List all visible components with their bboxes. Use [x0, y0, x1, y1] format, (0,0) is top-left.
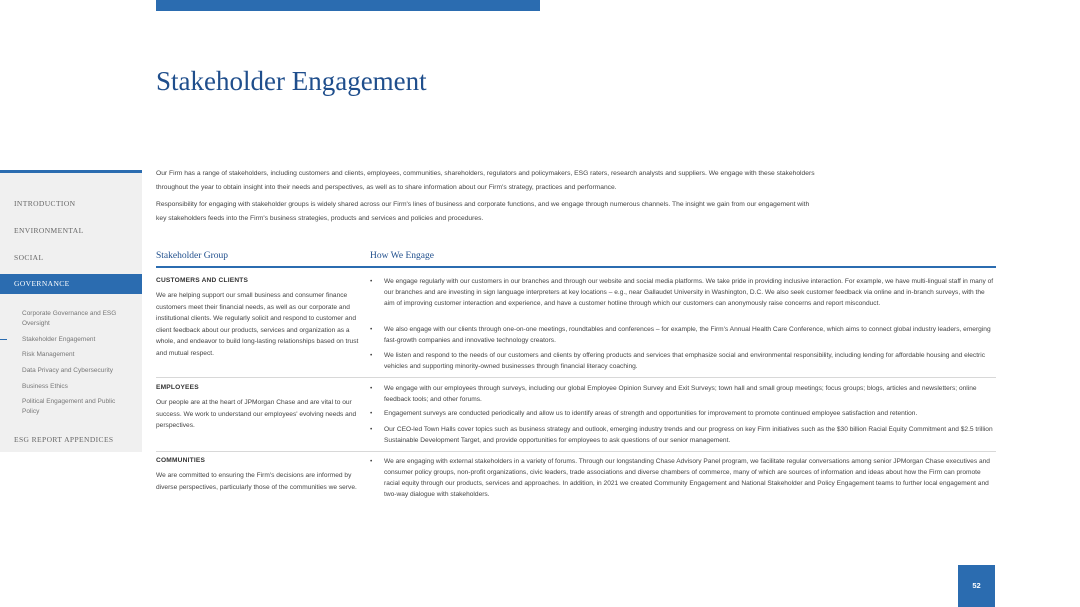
- current-page-marker: [0, 339, 7, 340]
- bullet-icon: •: [370, 410, 373, 417]
- group-desc-customers: We are helping support our small business and consumer finance customers meet their financial needs, as well as our corporate and institutional clients. We regularly solicit and respond to customer and client feedback about our products, services and organization as a whole, and endeavor to build long-lasting relationships based on trust and mutual respect.: [156, 292, 359, 357]
- subnav-corporate-governance[interactable]: Corporate Governance and ESG Oversight: [22, 310, 117, 327]
- bullet-icon: •: [370, 458, 373, 465]
- bullet-item: • We also engage with our clients through one-on-one meetings, roundtables and conferences – for example, the Firm's Annual Health Care Conference, which aims to connect global industry leaders, emerging fast-growth companies and innovative technology creators.: [370, 326, 991, 344]
- bullet-item: • Engagement surveys are conducted periodically and allow us to identify areas of strength and opportunities for improvement to promote continued employee satisfaction and retention.: [370, 410, 918, 417]
- bullet-item: • We engage with our employees through surveys, including our global Employee Opinion Survey and Exit Surveys; town hall and small group meetings; focus groups; blogs, articles and newsletters; online feedback tools; and other forums.: [370, 385, 977, 403]
- bullet-item: • We are engaging with external stakeholders in a variety of forums. Through our longstanding Chase Advisory Panel program, we facilitate regular conversations among senior JPMorgan Chase executives and consumer policy groups, non-profit organizations, civic leaders, trade associations and diverse chambers of commerce, many of which are sources of information and ideas about how the Firm can promote racial equity through our products, services and approaches. In addition, in 2021 we created Community Engagement and National Stakeholder and Policy Engagement teams to further local engagement and two-way dialogue with stakeholders.: [370, 458, 990, 498]
- intro-paragraph-2: Responsibility for engaging with stakeholder groups is widely shared across our Firm's lines of business and corporate functions, and we engage through numerous channels. The insight we gain from our engagement with key stakeholders feeds into the Firm's business strategies, products and services and policies and procedures.: [156, 201, 810, 222]
- subnav-political-engagement[interactable]: Political Engagement and Public Policy: [22, 398, 116, 415]
- group-title-customers: CUSTOMERS AND CLIENTS: [156, 277, 249, 284]
- group-desc-communities: We are committed to ensuring the Firm's decisions are informed by diverse perspectives, particularly those of the communities we serve.: [156, 472, 357, 491]
- bullet-icon: •: [370, 426, 373, 433]
- row-divider: [156, 451, 996, 452]
- group-desc-employees: Our people are at the heart of JPMorgan Chase and are vital to our success. We work to understand our employees' evolving needs and perspectives.: [156, 399, 357, 429]
- group-title-employees: EMPLOYEES: [156, 384, 199, 391]
- column-header-engage: How We Engage: [370, 251, 434, 261]
- page-title: Stakeholder Engagement: [156, 66, 427, 96]
- bullet-icon: •: [370, 352, 373, 359]
- group-title-communities: COMMUNITIES: [156, 457, 206, 464]
- subnav-data-privacy[interactable]: Data Privacy and Cybersecurity: [22, 367, 114, 374]
- nav-environmental[interactable]: ENVIRONMENTAL: [14, 226, 84, 235]
- subnav-risk-management[interactable]: Risk Management: [22, 351, 75, 358]
- bullet-item: • Our CEO-led Town Halls cover topics such as business strategy and outlook, emerging industry trends and our progress on key Firm initiatives such as the $30 billion Racial Equity Commitment and $2.5 trillion Sustainable Development Target, and provide opportunities for employees to ask questions of our senior management.: [370, 426, 993, 444]
- subnav-business-ethics[interactable]: Business Ethics: [22, 383, 68, 390]
- bullet-icon: •: [370, 385, 373, 392]
- row-divider: [156, 377, 996, 378]
- page-number: 52: [958, 565, 995, 607]
- nav-social[interactable]: SOCIAL: [14, 253, 44, 262]
- bullet-item: • We listen and respond to the needs of our customers and clients by offering products and services that emphasize social and environmental responsibility, including lending for affordable housing and electric vehicles and supporting minority-owned businesses through financial literacy coaching.: [370, 352, 985, 370]
- nav-introduction[interactable]: INTRODUCTION: [14, 199, 76, 208]
- intro-paragraph-1: Our Firm has a range of stakeholders, including customers and clients, employees, communities, shareholders, regulators and policymakers, ESG raters, research analysts and suppliers. We engage with these stakeholders throughout the year to obtain insight into their needs and perspectives, as well as to share information about our Firm's strategy, practices and performance.: [156, 170, 815, 191]
- sidebar-nav: [0, 170, 142, 452]
- nav-appendices[interactable]: ESG REPORT APPENDICES: [14, 435, 114, 444]
- bullet-icon: •: [370, 278, 373, 285]
- subnav-stakeholder-engagement[interactable]: Stakeholder Engagement: [22, 336, 96, 343]
- bullet-item: • We engage regularly with our customers in our branches and through our website and social media platforms. We take pride in providing inclusive interaction. For example, we have multi-lingual staff in many of our branches and are investing in sign language interpreters at key locations – e.g., near Gallaudet University in Washington, D.C. We also seek customer feedback via online and in-branch surveys, with the aim of improving customer interaction and experience, and have a customer hotline through which our customers can anonymously raise concerns and report misconduct.: [370, 278, 994, 307]
- bullet-icon: •: [370, 326, 373, 333]
- top-accent-bar: [156, 0, 540, 11]
- header-rule: [156, 266, 996, 268]
- column-header-group: Stakeholder Group: [156, 251, 229, 261]
- nav-governance[interactable]: GOVERNANCE: [0, 274, 142, 294]
